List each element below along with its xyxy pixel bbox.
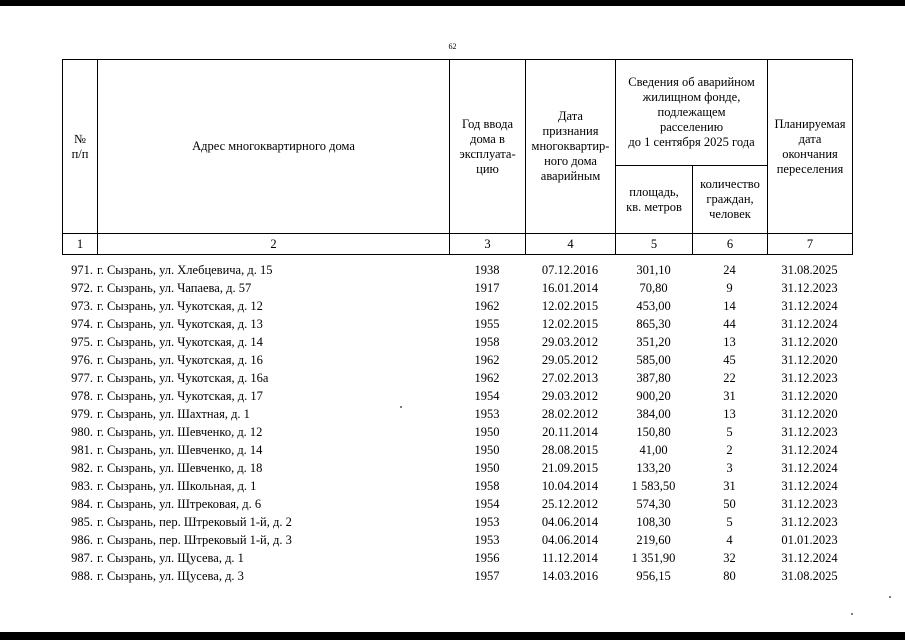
cell-area: 301,10 [636,263,671,277]
cell-people: 9 [726,281,733,295]
cell-no: 988. [71,569,93,583]
cell-no: 975. [71,335,93,349]
table-row [62,261,852,279]
cell-planned: 31.12.2024 [781,317,838,331]
cell-year: 1953 [474,515,500,529]
cell-year: 1958 [474,335,500,349]
cell-address: г. Сызрань, ул. Чукотская, д. 13 [97,317,263,331]
scan-speck [400,406,402,408]
cell-address: г. Сызрань, ул. Чукотская, д. 14 [97,335,263,349]
table-row [62,333,852,351]
cell-date: 28.08.2015 [541,443,599,457]
cell-planned: 31.12.2024 [781,479,838,493]
table-row [62,513,852,531]
cell-date: 29.05.2012 [541,353,599,367]
cell-year: 1953 [474,533,500,547]
scan-border-top [0,0,905,6]
cell-people: 31 [723,389,736,403]
cell-year: 1962 [474,299,500,313]
cell-planned: 31.12.2023 [781,425,838,439]
cell-date: 27.02.2013 [541,371,599,385]
header-planned-date: Планируемая дата окончания переселения [768,60,853,234]
header-address: Адрес многоквартирного дома [98,60,450,234]
cell-no: 978. [71,389,93,403]
column-number: 1 [63,234,98,255]
cell-people: 2 [726,443,733,457]
cell-no: 983. [71,479,93,493]
cell-address: г. Сызрань, ул. Чукотская, д. 17 [97,389,263,403]
cell-year: 1954 [474,497,500,511]
cell-date: 20.11.2014 [542,425,598,439]
cell-year: 1962 [474,353,500,367]
cell-area: 1 351,90 [631,551,676,565]
header-people: количество граждан, человек [693,166,768,234]
cell-area: 41,00 [639,443,668,457]
cell-planned: 31.12.2024 [781,461,838,475]
cell-no: 979. [71,407,93,421]
cell-date: 04.06.2014 [541,533,599,547]
cell-year: 1956 [474,551,500,565]
cell-people: 4 [726,533,733,547]
cell-people: 44 [723,317,736,331]
cell-address: г. Сызрань, ул. Чукотская, д. 12 [97,299,263,313]
cell-planned: 31.12.2020 [781,353,838,367]
cell-year: 1953 [474,407,500,421]
cell-year: 1962 [474,371,500,385]
cell-planned: 31.08.2025 [781,569,838,583]
cell-year: 1954 [474,389,500,403]
cell-date: 29.03.2012 [541,335,599,349]
table-row [62,567,852,585]
cell-date: 11.12.2014 [542,551,598,565]
cell-date: 12.02.2015 [541,317,599,331]
cell-area: 453,00 [636,299,671,313]
cell-address: г. Сызрань, ул. Хлебцевича, д. 15 [97,263,273,277]
cell-no: 980. [71,425,93,439]
header-emergency-fund: Сведения об аварийном жилищном фонде, подлежащем расселению до 1 сентября 2025 года [616,60,768,166]
cell-area: 133,20 [636,461,671,475]
cell-no: 977. [71,371,93,385]
scan-speck [851,613,853,615]
cell-people: 22 [723,371,736,385]
column-number: 2 [98,234,450,255]
cell-date: 14.03.2016 [541,569,599,583]
cell-address: г. Сызрань, ул. Чапаева, д. 57 [97,281,252,295]
cell-people: 31 [723,479,736,493]
cell-date: 16.01.2014 [541,281,599,295]
cell-no: 981. [71,443,93,457]
table-row [62,459,852,477]
cell-no: 976. [71,353,93,367]
cell-year: 1957 [474,569,500,583]
table-row [62,531,852,549]
cell-no: 971. [71,263,93,277]
table-row [62,387,852,405]
cell-people: 3 [726,461,733,475]
header-area: площадь, кв. метров [616,166,693,234]
cell-planned: 31.12.2020 [781,335,838,349]
column-number: 5 [616,234,693,255]
cell-people: 32 [723,551,736,565]
table-body [62,261,852,585]
cell-people: 5 [726,515,733,529]
cell-address: г. Сызрань, ул. Школьная, д. 1 [97,479,257,493]
cell-area: 900,20 [636,389,671,403]
cell-address: г. Сызрань, ул. Шевченко, д. 18 [97,461,263,475]
cell-area: 865,30 [636,317,671,331]
cell-date: 12.02.2015 [541,299,599,313]
column-number: 6 [693,234,768,255]
cell-people: 13 [723,335,736,349]
cell-planned: 31.08.2025 [781,263,838,277]
cell-year: 1950 [474,461,500,475]
cell-year: 1958 [474,479,500,493]
cell-planned: 31.12.2023 [781,371,838,385]
cell-people: 80 [723,569,736,583]
cell-area: 574,30 [636,497,671,511]
table-row [62,315,852,333]
table-row [62,423,852,441]
cell-address: г. Сызрань, ул. Шевченко, д. 14 [97,443,263,457]
table-row [62,405,852,423]
cell-area: 956,15 [636,569,671,583]
column-number: 7 [768,234,853,255]
cell-address: г. Сызрань, ул. Щусева, д. 1 [97,551,244,565]
cell-people: 5 [726,425,733,439]
cell-address: г. Сызрань, ул. Штрековая, д. 6 [97,497,262,511]
cell-people: 14 [723,299,736,313]
cell-area: 387,80 [636,371,671,385]
table-row [62,477,852,495]
cell-no: 986. [71,533,93,547]
column-number: 4 [526,234,616,255]
table-row [62,297,852,315]
cell-date: 04.06.2014 [541,515,599,529]
cell-planned: 31.12.2024 [781,299,838,313]
header-year: Год ввода дома в эксплуата- цию [450,60,526,234]
cell-no: 973. [71,299,93,313]
cell-people: 50 [723,497,736,511]
header-date: Дата признания многоквартир- ного дома аварийным [526,60,616,234]
cell-planned: 31.12.2023 [781,497,838,511]
cell-no: 987. [71,551,93,565]
cell-no: 972. [71,281,93,295]
table-row [62,441,852,459]
cell-planned: 31.12.2023 [781,281,838,295]
cell-area: 219,60 [636,533,671,547]
cell-date: 21.09.2015 [541,461,599,475]
cell-year: 1955 [474,317,500,331]
cell-area: 70,80 [639,281,668,295]
cell-address: г. Сызрань, ул. Чукотская, д. 16а [97,371,269,385]
cell-area: 1 583,50 [631,479,676,493]
scan-border-bottom [0,632,905,640]
column-number: 3 [450,234,526,255]
table-row [62,369,852,387]
cell-planned: 31.12.2020 [781,389,838,403]
cell-no: 982. [71,461,93,475]
cell-people: 45 [723,353,736,367]
table-header [62,59,853,255]
cell-no: 985. [71,515,93,529]
cell-date: 10.04.2014 [541,479,599,493]
cell-people: 24 [723,263,736,277]
cell-area: 108,30 [636,515,671,529]
cell-year: 1938 [474,263,500,277]
header-no: № п/п [63,60,98,234]
cell-year: 1950 [474,443,500,457]
table-row [62,495,852,513]
table-row [62,549,852,567]
cell-address: г. Сызрань, ул. Шевченко, д. 12 [97,425,263,439]
cell-address: г. Сызрань, ул. Чукотская, д. 16 [97,353,263,367]
cell-year: 1950 [474,425,500,439]
cell-planned: 31.12.2020 [781,407,838,421]
cell-people: 13 [723,407,736,421]
cell-address: г. Сызрань, ул. Щусева, д. 3 [97,569,244,583]
cell-area: 384,00 [636,407,671,421]
page-number: 62 [448,42,457,51]
cell-year: 1917 [474,281,500,295]
cell-no: 984. [71,497,93,511]
cell-address: г. Сызрань, пер. Штрековый 1-й, д. 3 [97,533,292,547]
cell-area: 585,00 [636,353,671,367]
table-row [62,279,852,297]
cell-date: 25.12.2012 [541,497,599,511]
cell-area: 351,20 [636,335,671,349]
cell-planned: 31.12.2024 [781,443,838,457]
cell-planned: 31.12.2023 [781,515,838,529]
cell-planned: 31.12.2024 [781,551,838,565]
cell-no: 974. [71,317,93,331]
cell-area: 150,80 [636,425,671,439]
scan-speck [889,596,891,598]
cell-date: 07.12.2016 [541,263,599,277]
table-row [62,351,852,369]
cell-address: г. Сызрань, пер. Штрековый 1-й, д. 2 [97,515,292,529]
cell-planned: 01.01.2023 [781,533,838,547]
cell-date: 29.03.2012 [541,389,599,403]
cell-date: 28.02.2012 [541,407,599,421]
cell-address: г. Сызрань, ул. Шахтная, д. 1 [97,407,250,421]
